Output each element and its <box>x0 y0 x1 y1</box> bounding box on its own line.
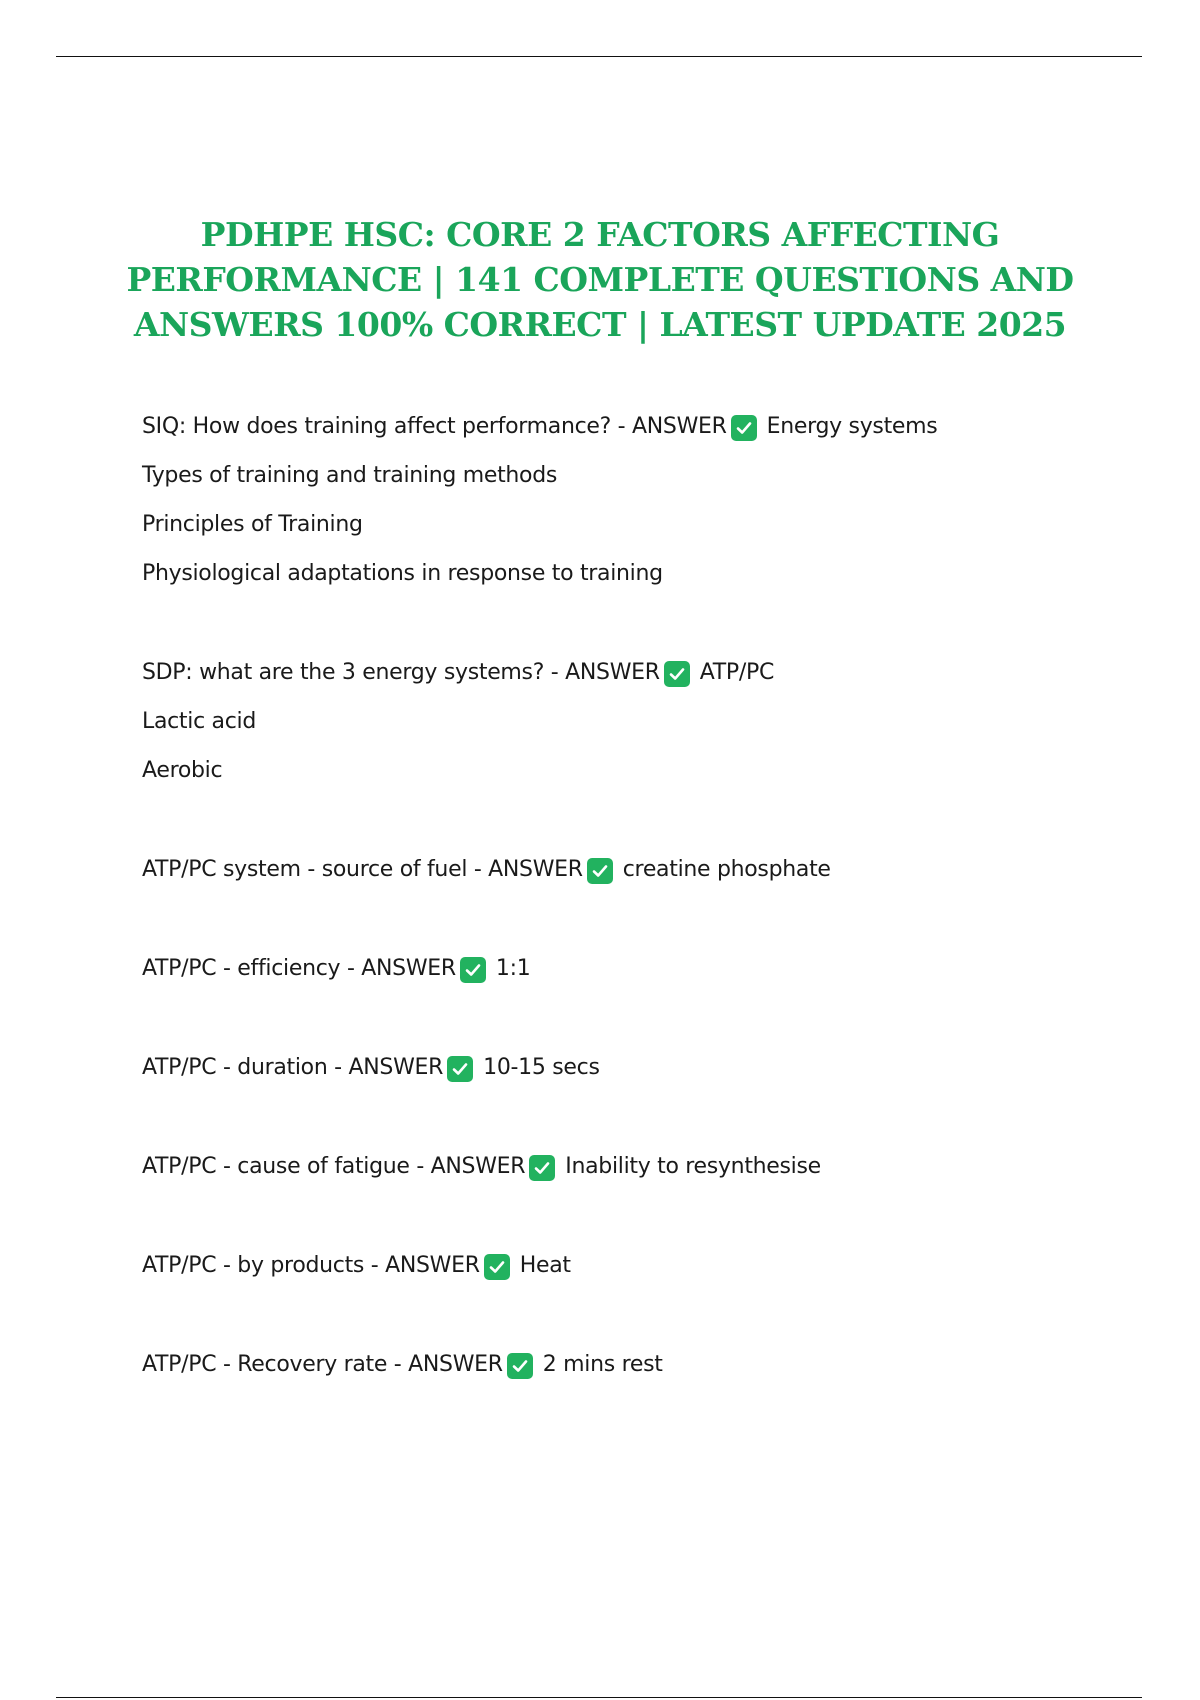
answer-continuation: Lactic acid <box>142 709 257 734</box>
answer-text: Inability to resynthesise <box>565 1154 821 1179</box>
qa-item <box>142 1241 1122 1290</box>
qa-item <box>142 845 1122 894</box>
title-line: PERFORMANCE | 141 COMPLETE QUESTIONS AND <box>126 260 1074 299</box>
qa-item <box>142 1340 1122 1389</box>
question-line <box>142 1043 1122 1092</box>
check-box-icon <box>664 661 690 687</box>
question-text: ATP/PC - cause of fatigue - ANSWER <box>142 1154 526 1179</box>
qa-item <box>142 944 1122 993</box>
answer-continuation: Principles of Training <box>142 512 363 537</box>
answer-text: 2 mins rest <box>542 1352 663 1377</box>
question-line <box>142 845 1122 894</box>
answer-text: Energy systems <box>766 414 938 439</box>
answer-text: ATP/PC <box>699 660 775 685</box>
answer-text: Heat <box>519 1253 571 1278</box>
qa-item <box>142 402 1122 598</box>
question-text: ATP/PC system - source of fuel - ANSWER <box>142 857 583 882</box>
check-box-icon <box>507 1353 533 1379</box>
question-line <box>142 1340 1122 1389</box>
qa-item <box>142 648 1122 795</box>
title-line: PDHPE HSC: CORE 2 FACTORS AFFECTING <box>200 215 1000 254</box>
qa-list <box>142 402 1122 1439</box>
check-box-icon <box>484 1254 510 1280</box>
check-box-icon <box>529 1155 555 1181</box>
answer-text: 1:1 <box>495 956 531 981</box>
question-text: ATP/PC - efficiency - ANSWER <box>142 956 456 981</box>
question-line <box>142 648 1122 697</box>
check-box-icon <box>587 858 613 884</box>
title-line: ANSWERS 100% CORRECT | LATEST UPDATE 2025 <box>133 305 1067 344</box>
footer-rule <box>56 1697 1142 1698</box>
question-line <box>142 402 1122 451</box>
check-box-icon <box>460 957 486 983</box>
check-box-icon <box>447 1056 473 1082</box>
qa-item <box>142 1043 1122 1092</box>
question-text: ATP/PC - Recovery rate - ANSWER <box>142 1352 503 1377</box>
qa-item <box>142 1142 1122 1191</box>
check-box-icon <box>731 415 757 441</box>
answer-text: creatine phosphate <box>622 857 831 882</box>
document-title <box>100 212 1100 347</box>
question-line <box>142 944 1122 993</box>
question-text: SIQ: How does training affect performance? - ANSWER <box>142 414 727 439</box>
answer-continuation: Aerobic <box>142 758 223 783</box>
question-text: ATP/PC - duration - ANSWER <box>142 1055 444 1080</box>
header-rule <box>56 56 1142 57</box>
question-line <box>142 1142 1122 1191</box>
question-text: SDP: what are the 3 energy systems? - ANSWER <box>142 660 660 685</box>
question-line <box>142 1241 1122 1290</box>
answer-continuation: Physiological adaptations in response to training <box>142 561 663 586</box>
answer-text: 10-15 secs <box>483 1055 600 1080</box>
question-text: ATP/PC - by products - ANSWER <box>142 1253 480 1278</box>
answer-continuation: Types of training and training methods <box>142 463 558 488</box>
